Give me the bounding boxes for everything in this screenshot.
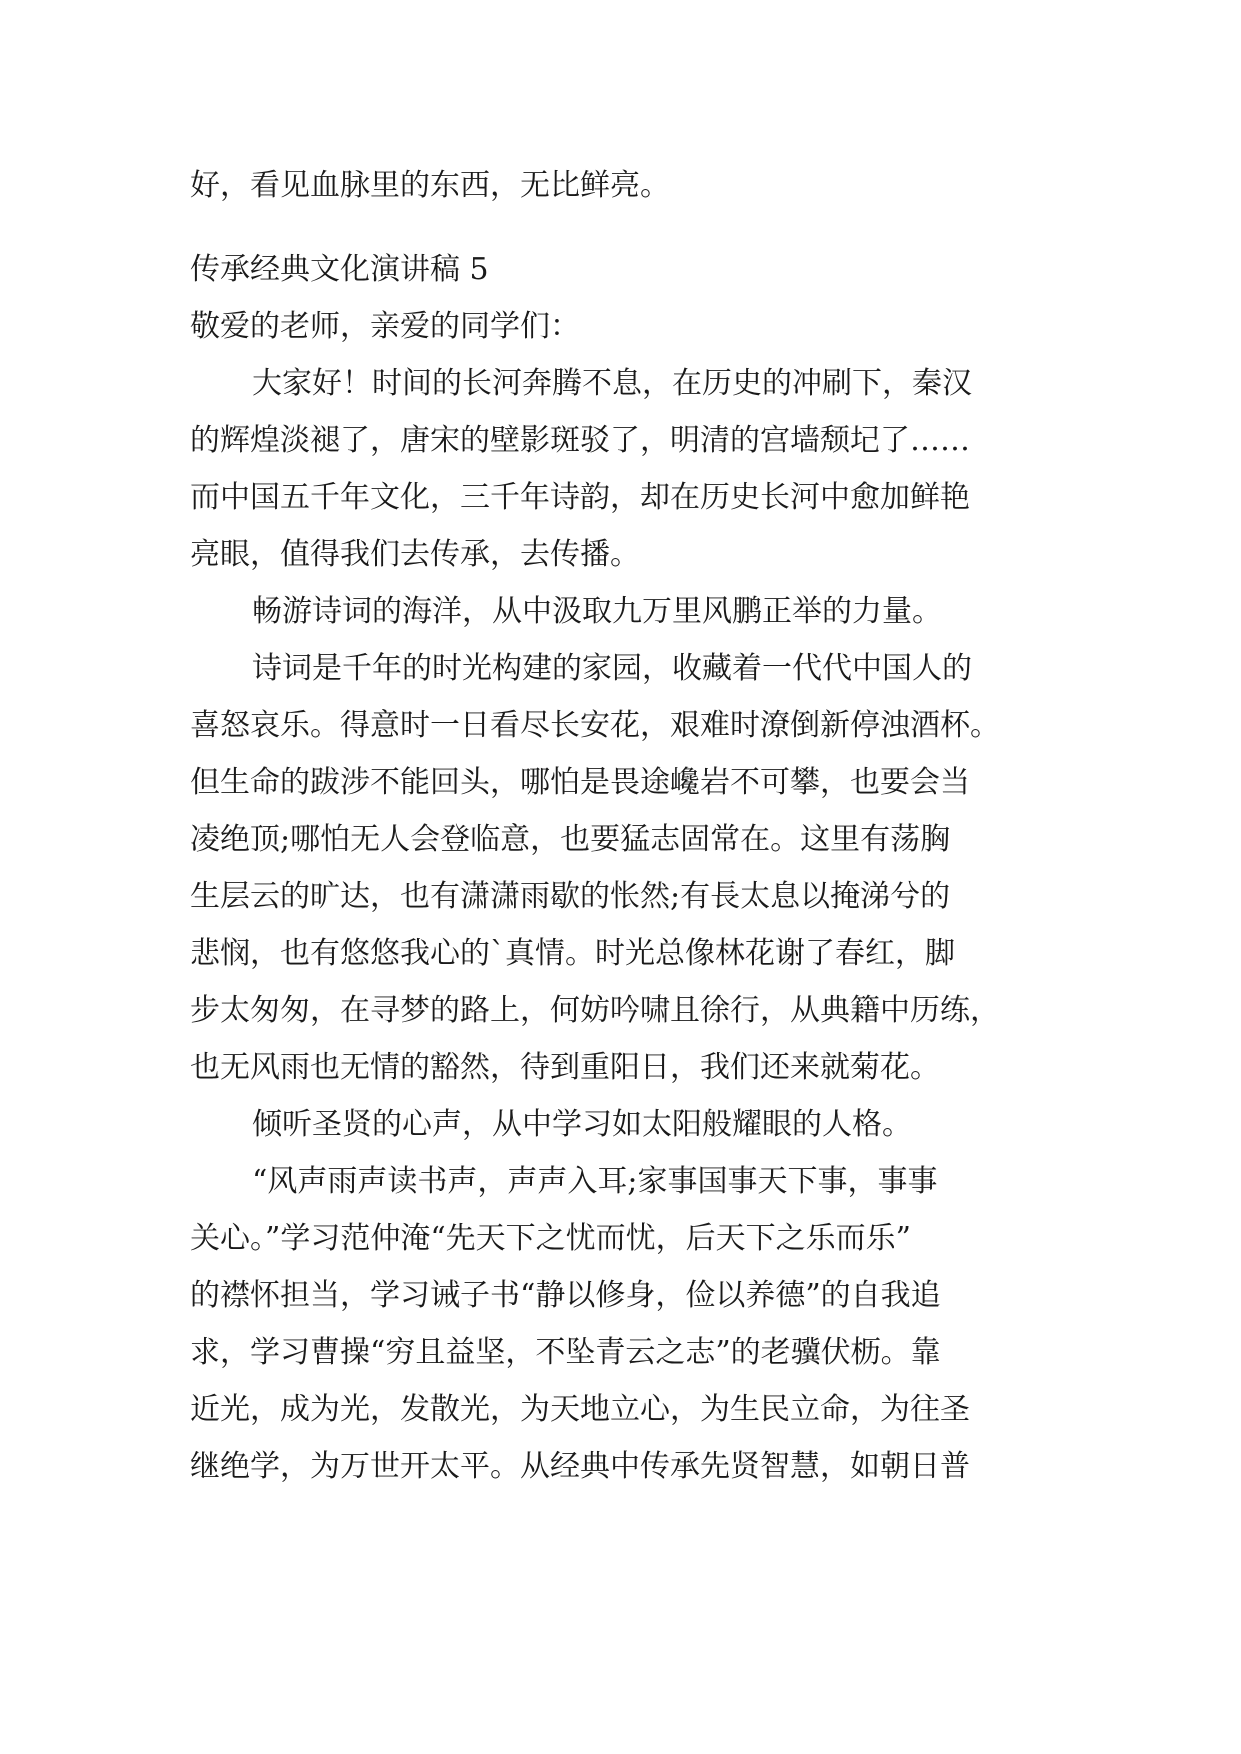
paragraph-line: 继绝学，为万世开太平。从经典中传承先贤智慧，如朝日普	[190, 1449, 970, 1484]
paragraph-line: “风声雨声读书声，声声入耳;家事国事天下事，事事	[252, 1164, 938, 1199]
paragraph-line: 亮眼，值得我们去传承，去传播。	[190, 537, 640, 572]
paragraph-line: 而中国五千年文化，三千年诗韵，却在历史长河中愈加鲜艳	[190, 480, 970, 515]
paragraph-line: 凌绝顶;哪怕无人会登临意，也要猛志固常在。这里有荡胸	[190, 822, 951, 857]
paragraph-line: 求，学习曹操“穷且益坚，不坠青云之志”的老骥伏枥。靠	[190, 1335, 941, 1370]
paragraph-line: 但生命的跋涉不能回头，哪怕是畏途巉岩不可攀，也要会当	[190, 765, 970, 800]
paragraph-line: 关心。”学习范仲淹“先天下之忧而忧，后天下之乐而乐”	[190, 1221, 912, 1256]
paragraph-line: 也无风雨也无情的豁然，待到重阳日，我们还来就菊花。	[190, 1050, 940, 1085]
paragraph-line: 近光，成为光，发散光，为天地立心，为生民立命，为往圣	[190, 1392, 970, 1427]
paragraph-line: 生层云的旷达，也有潇潇雨歇的怅然;有長太息以掩涕兮的	[190, 879, 951, 914]
body-line-continuation: 好，看见血脉里的东西，无比鲜亮。	[190, 168, 670, 203]
paragraph-line: 的襟怀担当，学习诫子书“静以修身，俭以养德”的自我追	[190, 1278, 941, 1313]
paragraph-line: 大家好！时间的长河奔腾不息，在历史的冲刷下，秦汉	[252, 366, 972, 401]
paragraph-line: 诗词是千年的时光构建的家园，收藏着一代代中国人的	[252, 651, 972, 686]
paragraph-line: 畅游诗词的海洋，从中汲取九万里风鹏正举的力量。	[252, 594, 942, 629]
paragraph-line: 喜怒哀乐。得意时一日看尽长安花，艰难时潦倒新停浊酒杯。	[190, 708, 1000, 743]
salutation: 敬爱的老师，亲爱的同学们：	[190, 309, 580, 344]
section-title: 传承经典文化演讲稿 5	[190, 252, 489, 287]
paragraph-line: 的辉煌淡褪了，唐宋的壁影斑驳了，明清的宫墙颓圮了……	[190, 423, 970, 458]
paragraph-line: 倾听圣贤的心声，从中学习如太阳般耀眼的人格。	[252, 1107, 912, 1142]
paragraph-line: 悲悯，也有悠悠我心的`真情。时光总像林花谢了春红，脚	[190, 936, 955, 971]
paragraph-line: 步太匆匆，在寻梦的路上，何妨吟啸且徐行，从典籍中历练，	[190, 993, 1000, 1028]
